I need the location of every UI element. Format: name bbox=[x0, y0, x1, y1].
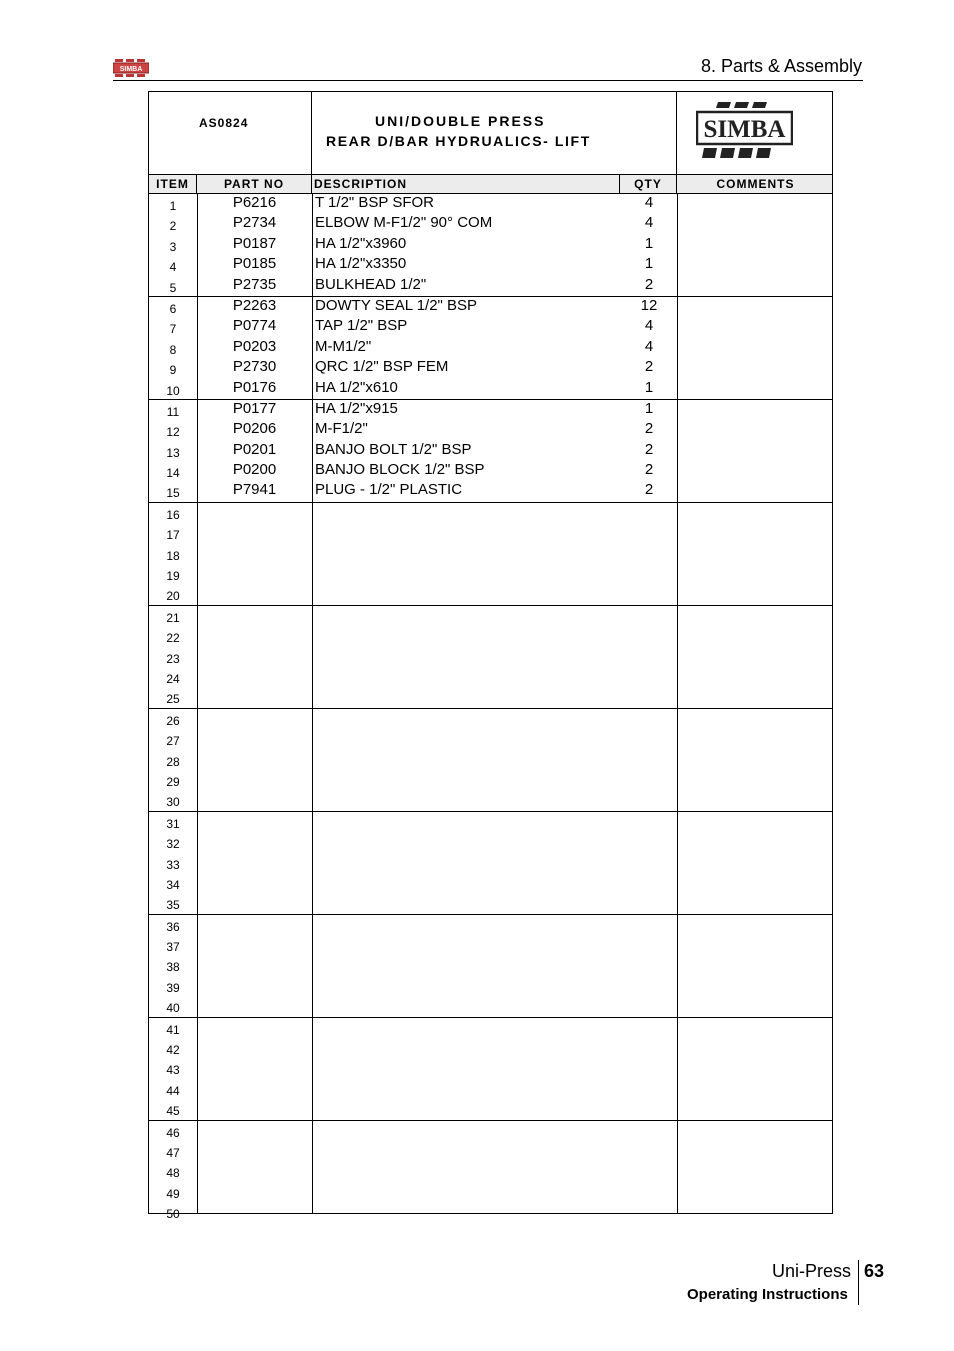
item-number: 44 bbox=[166, 1083, 180, 1098]
part-number: P7941 bbox=[232, 481, 277, 499]
part-description: BANJO BLOCK 1/2" BSP bbox=[315, 461, 485, 479]
item-number: 50 bbox=[166, 1207, 180, 1222]
item-number: 7 bbox=[169, 322, 177, 337]
table-row bbox=[149, 1079, 832, 1099]
table-row bbox=[149, 606, 832, 626]
table-row bbox=[149, 996, 832, 1017]
table-row bbox=[149, 400, 832, 420]
table-row bbox=[149, 1058, 832, 1078]
item-number: 12 bbox=[166, 425, 180, 440]
part-quantity: 2 bbox=[644, 440, 654, 458]
item-number: 19 bbox=[166, 569, 180, 584]
table-row bbox=[149, 441, 832, 461]
table-row bbox=[149, 297, 832, 317]
part-number: P2730 bbox=[232, 358, 277, 376]
item-number: 20 bbox=[166, 589, 180, 604]
table-row bbox=[149, 1099, 832, 1120]
assembly-title-line2: REAR D/BAR HYDRUALICS- LIFT bbox=[326, 133, 591, 149]
part-number: P0203 bbox=[232, 337, 277, 355]
item-number: 13 bbox=[166, 445, 180, 460]
item-number: 14 bbox=[166, 466, 180, 481]
part-number: P0187 bbox=[232, 234, 277, 252]
part-number: P0177 bbox=[232, 399, 277, 417]
table-row bbox=[149, 687, 832, 708]
table-row bbox=[149, 1121, 832, 1141]
part-quantity: 2 bbox=[644, 481, 654, 499]
item-number: 30 bbox=[166, 795, 180, 810]
simba-logo-small-icon bbox=[113, 59, 149, 78]
part-quantity: 1 bbox=[644, 378, 654, 396]
column-header-comments: COMMENTS bbox=[716, 177, 795, 191]
item-number: 16 bbox=[166, 507, 180, 522]
assembly-code-cell bbox=[149, 92, 312, 174]
part-quantity: 2 bbox=[644, 420, 654, 438]
simba-logo-text: SIMBA bbox=[703, 116, 786, 143]
item-number: 45 bbox=[166, 1104, 180, 1119]
table-row bbox=[149, 481, 832, 502]
item-number: 42 bbox=[166, 1043, 180, 1058]
item-number: 33 bbox=[166, 857, 180, 872]
table-row bbox=[149, 214, 832, 234]
table-row bbox=[149, 873, 832, 893]
part-description: ELBOW M-F1/2" 90° COM bbox=[315, 214, 493, 232]
item-number: 1 bbox=[169, 199, 177, 213]
item-number: 28 bbox=[166, 754, 180, 769]
table-row bbox=[149, 194, 832, 214]
item-number: 18 bbox=[166, 548, 180, 563]
part-number: P2263 bbox=[232, 296, 277, 314]
item-number: 29 bbox=[166, 774, 180, 789]
item-number: 24 bbox=[166, 671, 180, 686]
table-row bbox=[149, 955, 832, 975]
footer-product-name: Uni-Press bbox=[772, 1261, 852, 1281]
item-number: 46 bbox=[166, 1125, 180, 1140]
column-header-part-no: PART NO bbox=[197, 175, 312, 193]
item-number: 11 bbox=[166, 404, 180, 419]
item-number: 37 bbox=[166, 940, 180, 955]
header-rule bbox=[113, 80, 863, 81]
part-description: HA 1/2"x610 bbox=[315, 378, 398, 396]
footer-subtitle: Operating Instructions bbox=[687, 1286, 848, 1303]
table-row bbox=[149, 1161, 832, 1181]
simba-logo-icon bbox=[696, 100, 793, 160]
table-row bbox=[149, 358, 832, 378]
table-row bbox=[149, 647, 832, 667]
part-description: M-F1/2" bbox=[315, 420, 368, 438]
item-number: 26 bbox=[166, 713, 180, 728]
part-number: P0774 bbox=[232, 317, 277, 335]
part-number: P0200 bbox=[232, 461, 277, 479]
table-row bbox=[149, 976, 832, 996]
part-number: P6216 bbox=[232, 194, 277, 211]
part-description: HA 1/2"x3960 bbox=[315, 234, 407, 252]
table-row bbox=[149, 379, 832, 400]
item-number: 39 bbox=[166, 980, 180, 995]
item-number: 2 bbox=[169, 219, 177, 234]
part-quantity: 4 bbox=[644, 337, 654, 355]
part-description: TAP 1/2" BSP bbox=[315, 317, 408, 335]
item-number: 32 bbox=[166, 837, 180, 852]
column-header-item: ITEM bbox=[149, 175, 197, 193]
part-description: HA 1/2"x3350 bbox=[315, 255, 407, 273]
item-number: 6 bbox=[169, 301, 177, 316]
page-number: 63 bbox=[864, 1261, 885, 1281]
table-row bbox=[149, 915, 832, 935]
item-number: 40 bbox=[166, 1001, 180, 1016]
column-header-qty: QTY bbox=[620, 175, 677, 193]
table-row bbox=[149, 1038, 832, 1058]
table-row bbox=[149, 790, 832, 811]
assembly-title-line1: UNI/DOUBLE PRESS bbox=[375, 113, 546, 129]
table-row bbox=[149, 544, 832, 564]
part-description: QRC 1/2" BSP FEM bbox=[315, 358, 449, 376]
table-row bbox=[149, 1202, 832, 1222]
table-row bbox=[149, 729, 832, 749]
table-row bbox=[149, 1182, 832, 1202]
part-description: HA 1/2"x915 bbox=[315, 399, 398, 417]
item-number: 17 bbox=[166, 528, 180, 543]
part-description: M-M1/2" bbox=[315, 337, 372, 355]
item-number: 27 bbox=[166, 734, 180, 749]
table-row bbox=[149, 750, 832, 770]
item-number: 9 bbox=[169, 363, 177, 378]
item-number: 43 bbox=[166, 1063, 180, 1078]
part-quantity: 12 bbox=[640, 296, 658, 314]
item-number: 48 bbox=[166, 1166, 180, 1181]
part-quantity: 4 bbox=[644, 214, 654, 232]
part-quantity: 4 bbox=[644, 317, 654, 335]
table-row bbox=[149, 770, 832, 790]
table-row bbox=[149, 420, 832, 440]
section-title: 8. Parts & Assembly bbox=[700, 56, 862, 76]
table-row bbox=[149, 255, 832, 275]
table-row bbox=[149, 235, 832, 255]
table-row bbox=[149, 667, 832, 687]
table-row bbox=[149, 626, 832, 646]
table-row bbox=[149, 1141, 832, 1161]
logo-cell bbox=[677, 92, 834, 174]
assembly-code: AS0824 bbox=[199, 116, 249, 130]
item-number: 23 bbox=[166, 651, 180, 666]
part-number: P0206 bbox=[232, 420, 277, 438]
simba-logo-small-text: SIMBA bbox=[119, 66, 143, 73]
table-row bbox=[149, 812, 832, 832]
column-header-description: DESCRIPTION bbox=[312, 175, 620, 193]
part-number: P0176 bbox=[232, 378, 277, 396]
part-number: P2734 bbox=[232, 214, 277, 232]
parts-table-body bbox=[149, 194, 832, 1223]
table-row bbox=[149, 338, 832, 358]
table-row bbox=[149, 832, 832, 852]
table-row bbox=[149, 893, 832, 914]
item-number: 21 bbox=[166, 610, 180, 625]
table-row bbox=[149, 584, 832, 605]
column-header-row bbox=[149, 174, 832, 194]
part-quantity: 1 bbox=[644, 399, 654, 417]
table-row bbox=[149, 523, 832, 543]
item-number: 41 bbox=[166, 1022, 180, 1037]
table-row bbox=[149, 935, 832, 955]
part-quantity: 1 bbox=[644, 234, 654, 252]
item-number: 22 bbox=[166, 631, 180, 646]
table-row bbox=[149, 853, 832, 873]
part-quantity: 4 bbox=[644, 194, 654, 211]
item-number: 31 bbox=[166, 816, 180, 831]
part-quantity: 2 bbox=[644, 275, 654, 293]
item-number: 3 bbox=[169, 239, 177, 254]
title-block bbox=[149, 92, 832, 174]
table-row bbox=[149, 276, 832, 297]
part-number: P0185 bbox=[232, 255, 277, 273]
item-number: 15 bbox=[166, 486, 180, 501]
part-description: PLUG - 1/2" PLASTIC bbox=[315, 481, 463, 499]
item-number: 25 bbox=[166, 692, 180, 707]
part-description: BULKHEAD 1/2" bbox=[315, 275, 427, 293]
table-row bbox=[149, 461, 832, 481]
item-number: 36 bbox=[166, 919, 180, 934]
part-number: P2735 bbox=[232, 275, 277, 293]
table-row bbox=[149, 503, 832, 523]
table-row bbox=[149, 709, 832, 729]
item-number: 10 bbox=[166, 383, 180, 398]
part-description: T 1/2" BSP SFOR bbox=[315, 194, 434, 211]
item-number: 5 bbox=[169, 280, 177, 295]
part-description: DOWTY SEAL 1/2" BSP bbox=[315, 296, 478, 314]
table-row bbox=[149, 1018, 832, 1038]
item-number: 38 bbox=[166, 960, 180, 975]
part-quantity: 2 bbox=[644, 358, 654, 376]
item-number: 47 bbox=[166, 1145, 180, 1160]
assembly-title-cell bbox=[312, 92, 677, 174]
part-quantity: 2 bbox=[644, 461, 654, 479]
parts-list-sheet bbox=[148, 91, 833, 1222]
part-number: P0201 bbox=[232, 440, 277, 458]
item-number: 34 bbox=[166, 877, 180, 892]
table-row bbox=[149, 564, 832, 584]
footer-divider bbox=[858, 1260, 859, 1305]
item-number: 8 bbox=[169, 342, 177, 357]
item-number: 35 bbox=[166, 898, 180, 913]
part-quantity: 1 bbox=[644, 255, 654, 273]
item-number: 4 bbox=[169, 260, 177, 275]
item-number: 49 bbox=[166, 1186, 180, 1201]
table-row bbox=[149, 317, 832, 337]
part-description: BANJO BOLT 1/2" BSP bbox=[315, 440, 472, 458]
